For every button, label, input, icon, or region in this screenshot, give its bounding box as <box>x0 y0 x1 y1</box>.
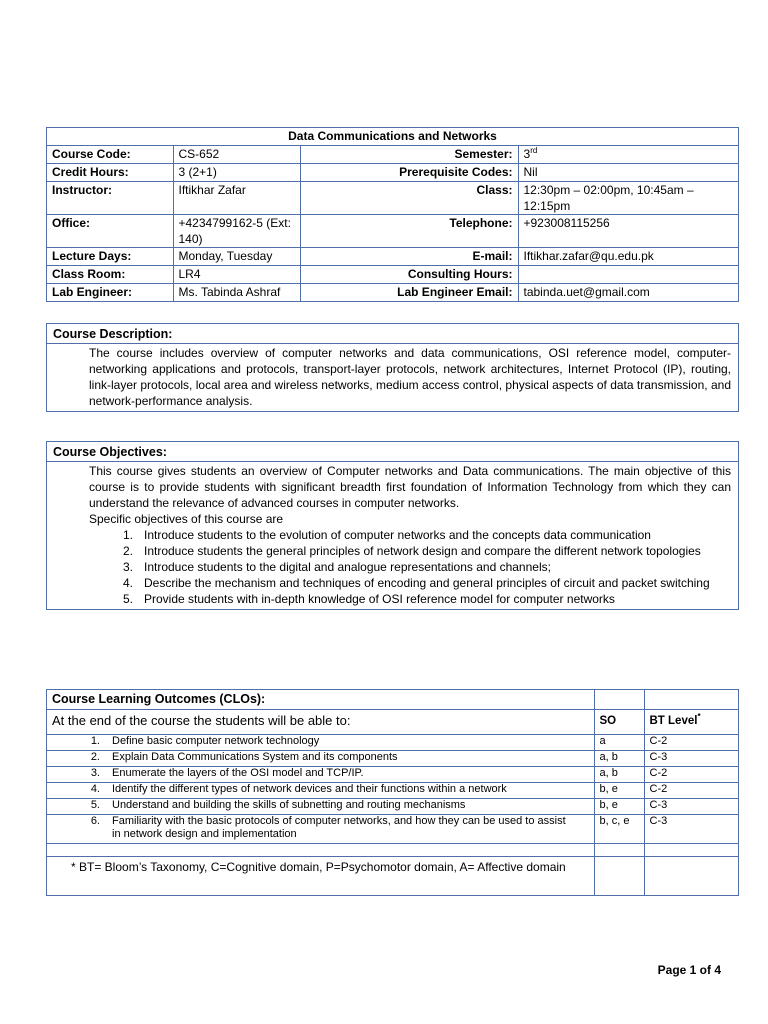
objectives-list <box>47 527 738 609</box>
telephone-label: Telephone: <box>300 215 518 248</box>
clo-subheading: At the end of the course the students will be able to: <box>47 710 594 735</box>
consulting-hours-label: Consulting Hours: <box>300 266 518 284</box>
page-number: Page 1 of 4 <box>657 963 721 977</box>
course-description-text: The course includes overview of computer networks and data communications, OSI reference model, computer-networking applications and protocols, transport-layer protocols, network architectures, Internet Protocol (IP), routing, link-layer protocols, local area and wireless networks, medium access control, physical aspects of data transmission, and network-performance analysis. <box>89 346 731 408</box>
instructor-value: Iftikhar Zafar <box>173 182 300 215</box>
table-row: 3. Enumerate the layers of the OSI model and TCP/IP. a, b C-2 <box>47 767 738 783</box>
course-objectives-section <box>46 441 739 610</box>
credit-hours-value: 3 (2+1) <box>173 164 300 182</box>
lecture-days-label: Lecture Days: <box>47 248 173 266</box>
list-item: 3. Introduce students to the digital and analogue representations and channels; <box>122 560 551 574</box>
list-item: 2. Introduce students the general principles of network design and compare the different network topologies <box>122 544 701 558</box>
list-item: 5. Provide students with in-depth knowledge of OSI reference model for computer networks <box>122 592 615 606</box>
page-title: Data Communications and Networks <box>47 128 738 146</box>
course-objectives-intro: This course gives students an overview of Computer networks and Data communications. The main objective of this course is to provide students with significant breadth first foundation of Information Technology from which they can understand the relevance of advanced courses in computer networks. <box>89 464 731 510</box>
lab-engineer-email-label: Lab Engineer Email: <box>300 284 518 302</box>
course-code-value: CS-652 <box>173 146 300 164</box>
office-value: +4234799162-5 (Ext: 140) <box>173 215 300 248</box>
course-objectives-heading: Course Objectives: <box>47 442 738 462</box>
course-description-heading: Course Description: <box>47 324 738 344</box>
course-objectives-specific: Specific objectives of this course are <box>89 512 284 526</box>
prereq-value: Nil <box>518 164 738 182</box>
classroom-value: LR4 <box>173 266 300 284</box>
lab-engineer-email-value: tabinda.uet@gmail.com <box>518 284 738 302</box>
course-code-label: Course Code: <box>47 146 173 164</box>
course-description-section <box>46 323 739 412</box>
table-row: 6. Familiarity with the basic protocols of computer networks, and how they can be used to assist in network design and implementation b, c, e C-3 <box>47 815 738 844</box>
course-info-table <box>46 127 739 302</box>
list-item: 1. Introduce students to the evolution of computer networks and the concepts data communication <box>122 528 651 542</box>
prereq-label: Prerequisite Codes: <box>300 164 518 182</box>
semester-label: Semester: <box>300 146 518 164</box>
semester-value: 3rd <box>518 146 738 164</box>
bt-footnote: * BT= Bloom’s Taxonomy, C=Cognitive domain, P=Psychomotor domain, A= Affective domain <box>47 857 594 896</box>
lecture-days-value: Monday, Tuesday <box>173 248 300 266</box>
table-row: 2. Explain Data Communications System and its components a, b C-3 <box>47 751 738 767</box>
list-item: 4. Describe the mechanism and techniques of encoding and general principles of circuit and packet switching <box>122 576 710 590</box>
table-row: 1. Define basic computer network technology a C-2 <box>47 735 738 751</box>
bt-level-header: BT Level* <box>644 710 738 735</box>
instructor-label: Instructor: <box>47 182 173 215</box>
office-label: Office: <box>47 215 173 248</box>
class-value: 12:30pm – 02:00pm, 10:45am – 12:15pm <box>518 182 738 215</box>
table-row: 4. Identify the different types of network devices and their functions within a network b, e C-2 <box>47 783 738 799</box>
email-value: Iftikhar.zafar@qu.edu.pk <box>518 248 738 266</box>
clo-heading: Course Learning Outcomes (CLOs): <box>47 690 594 710</box>
credit-hours-label: Credit Hours: <box>47 164 173 182</box>
classroom-label: Class Room: <box>47 266 173 284</box>
clo-table <box>46 689 739 896</box>
telephone-value: +923008115256 <box>518 215 738 248</box>
lab-engineer-value: Ms. Tabinda Ashraf <box>173 284 300 302</box>
lab-engineer-label: Lab Engineer: <box>47 284 173 302</box>
so-header: SO <box>594 710 644 735</box>
consulting-hours-value <box>518 266 738 284</box>
email-label: E-mail: <box>300 248 518 266</box>
table-row: 5. Understand and building the skills of subnetting and routing mechanisms b, e C-3 <box>47 799 738 815</box>
class-label: Class: <box>300 182 518 215</box>
